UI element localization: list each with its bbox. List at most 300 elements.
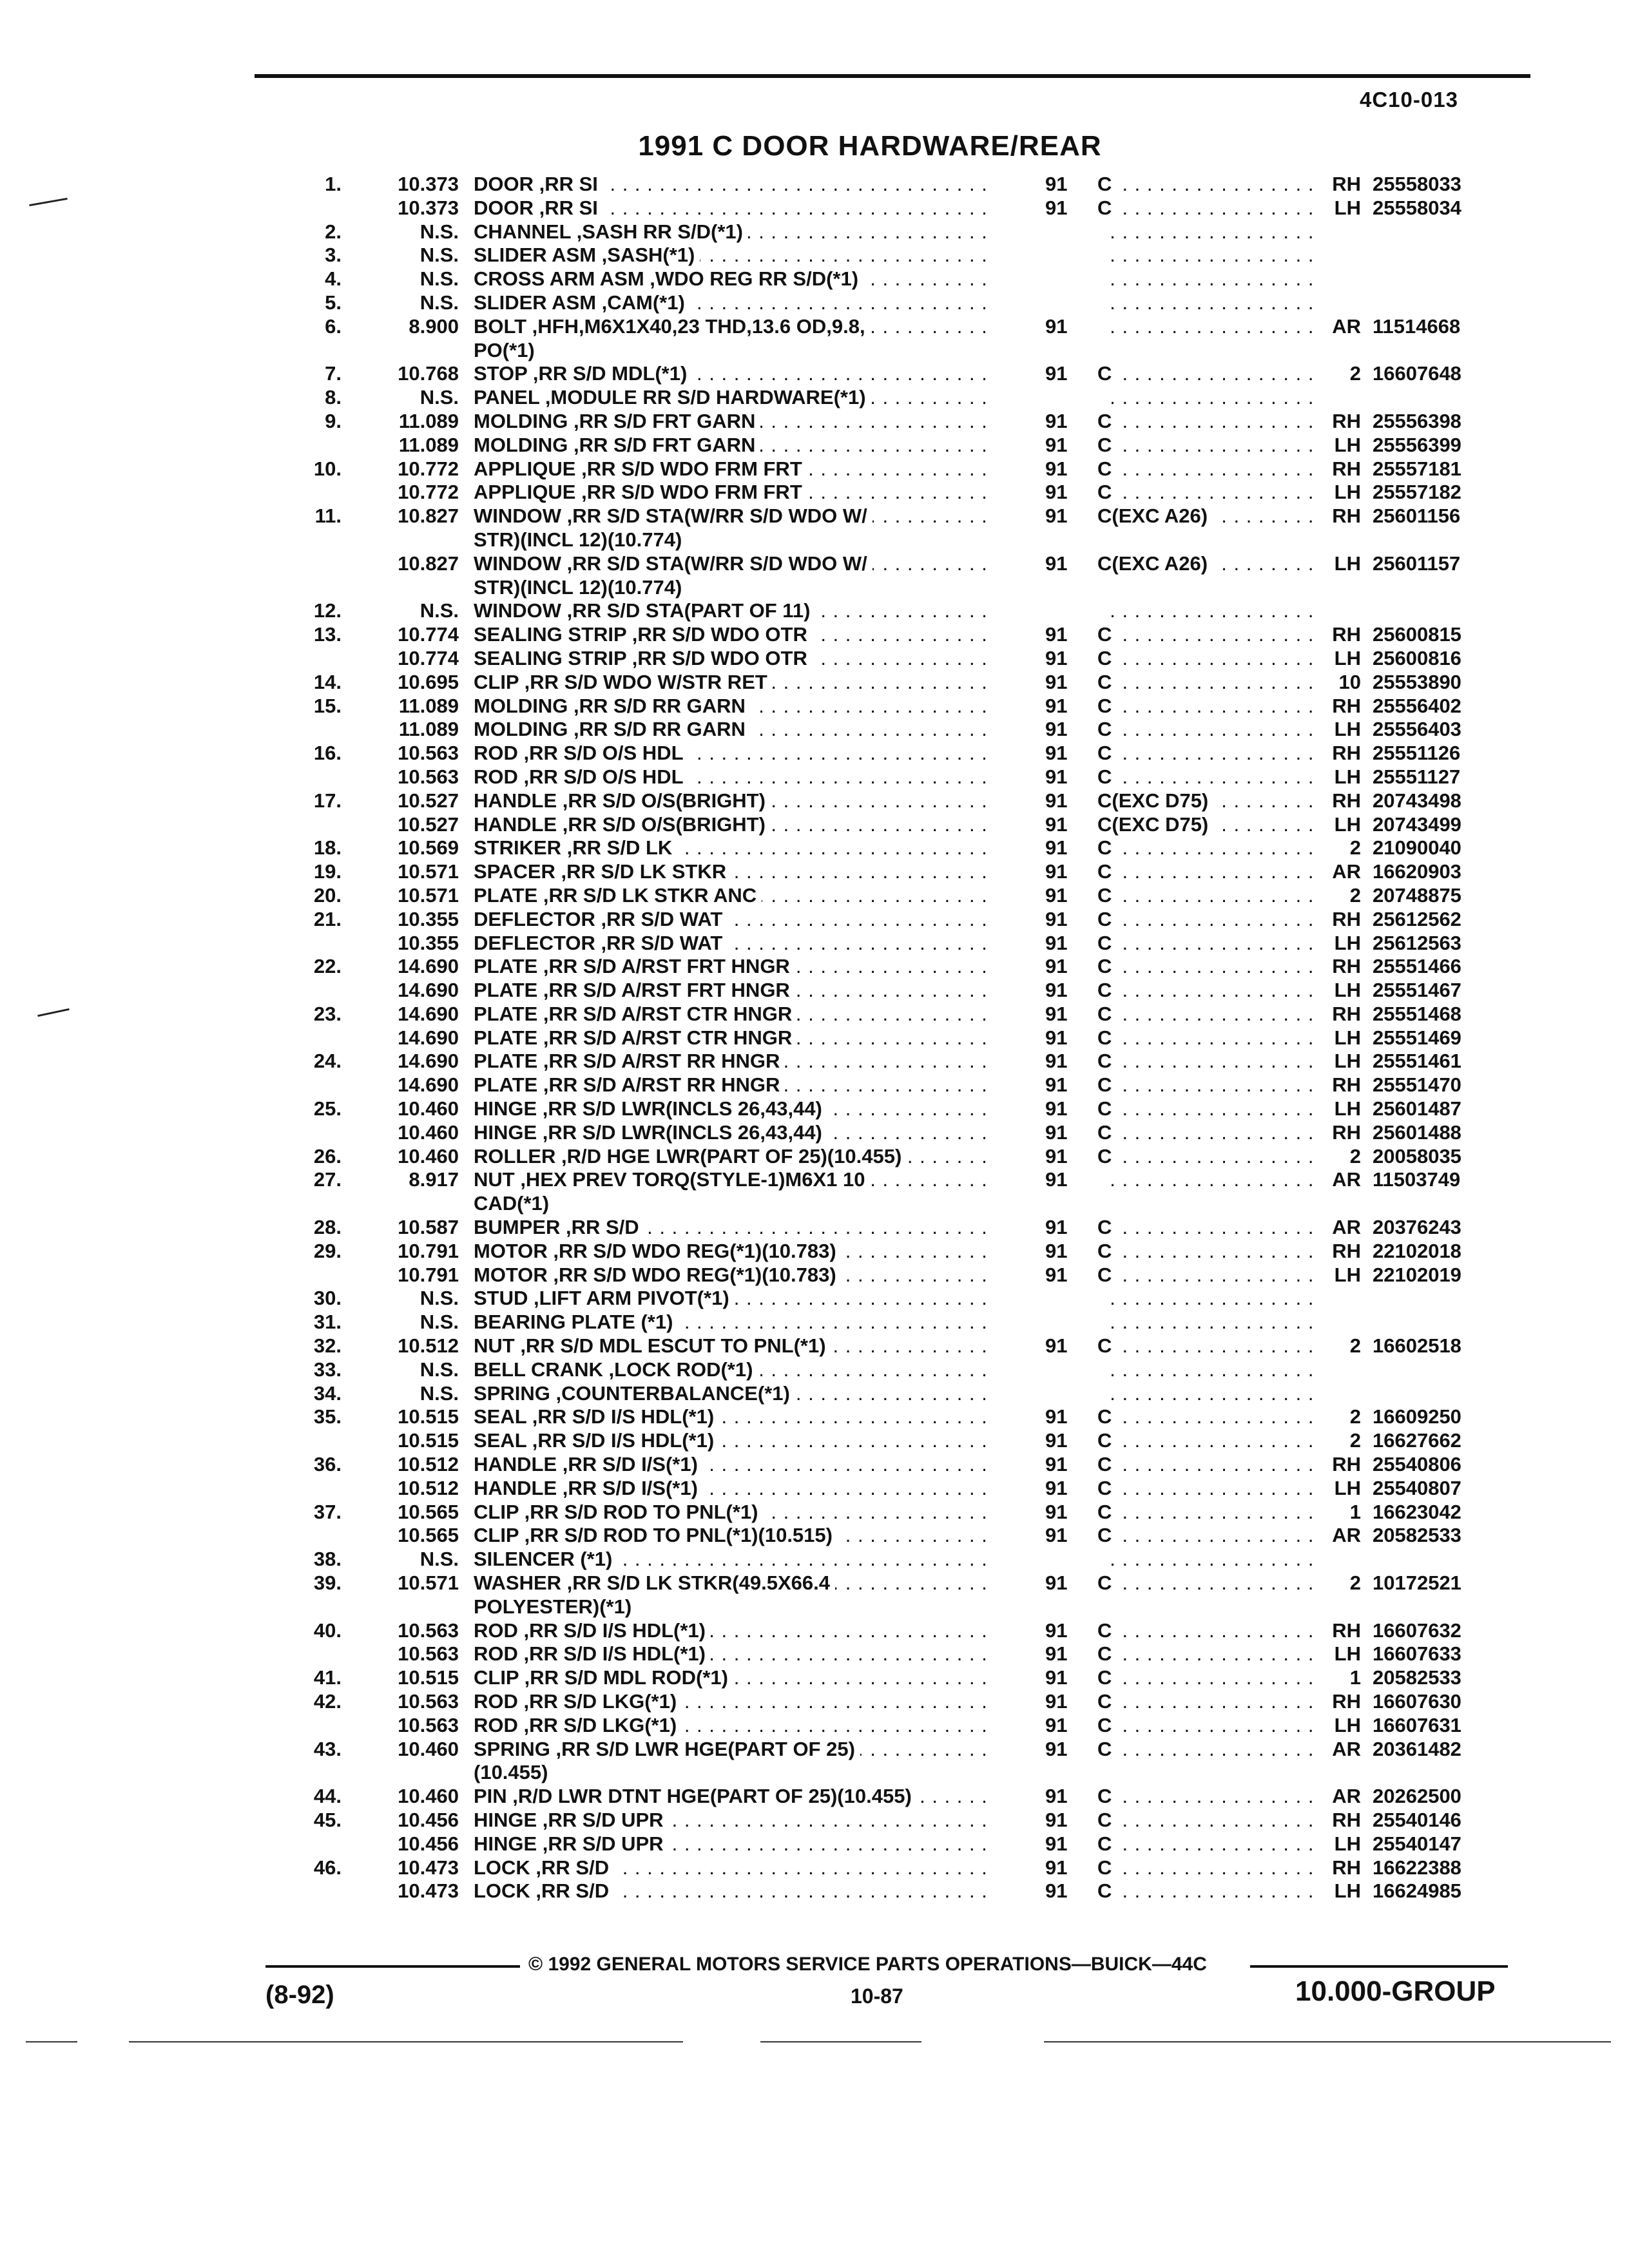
part-row bbox=[0, 742, 1629, 765]
part-series-code bbox=[1097, 1168, 1313, 1192]
part-ref-number: 22. bbox=[313, 955, 342, 978]
part-row bbox=[0, 244, 1629, 267]
part-number: 25601488 bbox=[1373, 1120, 1461, 1144]
part-description: HINGE ,RR S/D UPR . . . bbox=[474, 1809, 996, 1832]
part-number: 25600816 bbox=[1373, 646, 1461, 669]
part-year: 91 bbox=[1045, 836, 1068, 860]
part-row bbox=[0, 1026, 1629, 1050]
part-year: 91 bbox=[1045, 505, 1068, 528]
part-series-code bbox=[1097, 339, 1313, 363]
part-ref-number: 11. bbox=[314, 505, 342, 528]
part-description: SEAL ,RR S/D I/S HDL(*1) . . . bbox=[474, 1429, 996, 1453]
part-number: 25556403 bbox=[1373, 718, 1461, 741]
part-ref-number: 41. bbox=[313, 1666, 342, 1689]
part-group-code: N.S. bbox=[419, 386, 459, 409]
part-series-code bbox=[1097, 1548, 1313, 1571]
part-description: PO(*1) bbox=[474, 339, 996, 363]
part-description: NUT ,RR S/D MDL ESCUT TO PNL(*1) . . . bbox=[474, 1334, 996, 1358]
part-row-continuation bbox=[0, 1595, 1629, 1619]
part-year: 91 bbox=[1045, 955, 1068, 978]
scan-line bbox=[1044, 2041, 1611, 2042]
part-year: 91 bbox=[1045, 742, 1068, 765]
part-year: 91 bbox=[1045, 1168, 1068, 1191]
part-series-code: C . . . bbox=[1097, 1714, 1313, 1738]
part-group-code: 10.791 bbox=[398, 1239, 459, 1262]
part-group-code: 10.772 bbox=[398, 457, 459, 480]
part-number: 20376243 bbox=[1373, 1216, 1461, 1239]
part-description: HINGE ,RR S/D LWR(INCLS 26,43,44) . . . bbox=[474, 1121, 996, 1145]
part-row bbox=[0, 1642, 1629, 1666]
part-group-code: 10.587 bbox=[398, 1216, 459, 1239]
part-row bbox=[0, 1571, 1629, 1595]
part-row bbox=[0, 1358, 1629, 1382]
part-year: 91 bbox=[1045, 1571, 1068, 1595]
part-year: 91 bbox=[1045, 1619, 1068, 1642]
part-series-code: C . . . bbox=[1097, 1879, 1313, 1903]
part-quantity: 2 bbox=[1349, 1144, 1361, 1168]
part-series-code: C . . . bbox=[1097, 1571, 1313, 1595]
part-series-code bbox=[1097, 528, 1313, 552]
part-year: 91 bbox=[1045, 1453, 1068, 1476]
part-ref-number: 12. bbox=[313, 599, 342, 622]
part-series-code: C . . . bbox=[1097, 647, 1313, 671]
part-group-code: 10.460 bbox=[398, 1097, 459, 1120]
part-group-code: 10.563 bbox=[398, 1619, 459, 1642]
part-group-code: 10.355 bbox=[398, 907, 459, 930]
part-series-code bbox=[1097, 315, 1313, 339]
part-series-code: C . . . bbox=[1097, 1690, 1313, 1714]
part-number: 16623042 bbox=[1373, 1500, 1461, 1523]
parts-list bbox=[0, 173, 1629, 1903]
part-number: 16607633 bbox=[1373, 1642, 1461, 1666]
part-description: CLIP ,RR S/D ROD TO PNL(*1) . . . bbox=[474, 1501, 996, 1524]
part-quantity: 10 bbox=[1338, 670, 1361, 693]
part-description: SILENCER (*1) . . . bbox=[474, 1548, 996, 1571]
part-quantity: LH bbox=[1334, 433, 1361, 456]
part-year: 91 bbox=[1045, 789, 1068, 812]
part-ref-number: 21. bbox=[313, 907, 342, 930]
part-ref-number: 8. bbox=[325, 386, 342, 409]
part-number: 20743498 bbox=[1373, 789, 1461, 812]
part-description: ROD ,RR S/D O/S HDL . . . bbox=[474, 742, 996, 765]
part-description: SEALING STRIP ,RR S/D WDO OTR . . . bbox=[474, 647, 996, 671]
part-number: 25551467 bbox=[1373, 979, 1461, 1002]
part-series-code: C(EXC A26) . . . bbox=[1097, 552, 1313, 576]
part-ref-number: 7. bbox=[325, 362, 342, 385]
part-year: 91 bbox=[1045, 173, 1068, 195]
part-ref-number: 17. bbox=[313, 789, 342, 812]
part-group-code: 14.690 bbox=[398, 1073, 459, 1097]
part-ref-number: 36. bbox=[313, 1453, 342, 1476]
part-row bbox=[0, 1264, 1629, 1287]
part-quantity: LH bbox=[1334, 1642, 1361, 1666]
part-quantity: LH bbox=[1334, 196, 1361, 219]
part-row bbox=[0, 1287, 1629, 1311]
part-series-code: C . . . bbox=[1097, 1809, 1313, 1832]
part-number: 20748875 bbox=[1373, 883, 1461, 907]
part-quantity: RH bbox=[1332, 1856, 1361, 1879]
part-description: CAD(*1) bbox=[474, 1192, 996, 1216]
part-group-code: N.S. bbox=[419, 1287, 459, 1310]
part-description: DEFLECTOR ,RR S/D WAT . . . bbox=[474, 932, 996, 956]
part-description: HANDLE ,RR S/D I/S(*1) . . . bbox=[474, 1477, 996, 1501]
part-row bbox=[0, 505, 1629, 528]
part-group-code: 10.563 bbox=[398, 1642, 459, 1666]
part-series-code: C . . . bbox=[1097, 1073, 1313, 1097]
part-quantity: RH bbox=[1332, 1120, 1361, 1144]
part-year: 91 bbox=[1045, 1737, 1068, 1760]
part-row bbox=[0, 979, 1629, 1003]
part-series-code: C . . . bbox=[1097, 1666, 1313, 1690]
part-year: 91 bbox=[1045, 1785, 1068, 1808]
page-number: 10-87 bbox=[851, 1984, 903, 2008]
part-description: ROLLER ,R/D HGE LWR(PART OF 25)(10.455) . . . bbox=[474, 1145, 996, 1169]
part-row bbox=[0, 1690, 1629, 1714]
part-series-code: C . . . bbox=[1097, 671, 1313, 695]
part-number: 16609250 bbox=[1373, 1405, 1461, 1428]
date-code: (8-92) bbox=[265, 1981, 334, 2009]
part-year: 91 bbox=[1045, 1666, 1068, 1689]
part-description: PIN ,R/D LWR DTNT HGE(PART OF 25)(10.455) . . . bbox=[474, 1785, 996, 1809]
part-group-code: 10.355 bbox=[398, 931, 459, 954]
part-description: ROD ,RR S/D O/S HDL . . . bbox=[474, 765, 996, 789]
part-description: ROD ,RR S/D I/S HDL(*1) . . . bbox=[474, 1619, 996, 1643]
part-number: 25551468 bbox=[1373, 1002, 1461, 1025]
part-series-code: C . . . bbox=[1097, 1050, 1313, 1073]
scan-line bbox=[760, 2041, 921, 2042]
part-quantity: 2 bbox=[1349, 1334, 1361, 1358]
part-year: 91 bbox=[1045, 670, 1068, 693]
footer-rule-right bbox=[1250, 1965, 1508, 1968]
part-description: CLIP ,RR S/D ROD TO PNL(*1)(10.515) . . . bbox=[474, 1524, 996, 1548]
part-quantity: 2 bbox=[1349, 836, 1361, 860]
part-quantity: RH bbox=[1332, 1808, 1361, 1831]
part-year: 91 bbox=[1045, 1050, 1068, 1073]
part-ref-number: 18. bbox=[313, 836, 342, 860]
part-year: 91 bbox=[1045, 1097, 1068, 1120]
part-row bbox=[0, 813, 1629, 837]
part-number: 25551126 bbox=[1373, 742, 1461, 765]
part-ref-number: 33. bbox=[313, 1358, 342, 1381]
part-series-code: C(EXC D75) . . . bbox=[1097, 813, 1313, 837]
part-quantity: LH bbox=[1334, 718, 1361, 741]
part-quantity: AR bbox=[1332, 314, 1361, 338]
part-group-code: N.S. bbox=[419, 291, 459, 314]
part-description: DOOR ,RR SI . . . bbox=[474, 197, 996, 220]
scan-line bbox=[129, 2041, 683, 2042]
part-description: MOTOR ,RR S/D WDO REG(*1)(10.783) . . . bbox=[474, 1264, 996, 1287]
part-ref-number: 27. bbox=[313, 1168, 342, 1191]
part-row bbox=[0, 552, 1629, 576]
part-quantity: RH bbox=[1332, 623, 1361, 646]
part-series-code: C . . . bbox=[1097, 1216, 1313, 1240]
part-year: 91 bbox=[1045, 196, 1068, 219]
part-description: WINDOW ,RR S/D STA(W/RR S/D WDO W/ . . . bbox=[474, 505, 996, 528]
part-row bbox=[0, 599, 1629, 623]
part-group-code: 11.089 bbox=[398, 409, 459, 432]
part-description: CLIP ,RR S/D WDO W/STR RET . . . bbox=[474, 671, 996, 695]
part-number: 20582533 bbox=[1373, 1524, 1461, 1547]
part-group-code: 14.690 bbox=[398, 955, 459, 978]
part-series-code: C . . . bbox=[1097, 1738, 1313, 1762]
part-row bbox=[0, 1121, 1629, 1145]
part-series-code: C . . . bbox=[1097, 884, 1313, 908]
group-label: 10.000-GROUP bbox=[1295, 1975, 1496, 2007]
part-series-code: C(EXC A26) . . . bbox=[1097, 505, 1313, 528]
part-group-code: 10.569 bbox=[398, 836, 459, 860]
part-description: BELL CRANK ,LOCK ROD(*1) . . . bbox=[474, 1358, 996, 1382]
part-row bbox=[0, 220, 1629, 244]
part-description: ROD ,RR S/D I/S HDL(*1) . . . bbox=[474, 1642, 996, 1666]
part-ref-number: 38. bbox=[313, 1548, 342, 1571]
part-number: 25612562 bbox=[1373, 907, 1461, 930]
part-group-code: N.S. bbox=[419, 244, 459, 267]
part-row-continuation bbox=[0, 528, 1629, 552]
part-group-code: 14.690 bbox=[398, 1050, 459, 1073]
part-description: SLIDER ASM ,SASH(*1) . . . bbox=[474, 244, 996, 267]
part-quantity: 2 bbox=[1349, 1405, 1361, 1428]
page-code: 4C10-013 bbox=[1360, 88, 1458, 111]
part-row bbox=[0, 362, 1629, 386]
part-number: 20262500 bbox=[1373, 1785, 1461, 1808]
part-quantity: 2 bbox=[1349, 883, 1361, 907]
part-ref-number: 26. bbox=[313, 1144, 342, 1168]
part-quantity: LH bbox=[1334, 1263, 1361, 1286]
part-row bbox=[0, 1785, 1629, 1809]
part-row bbox=[0, 1168, 1629, 1192]
part-quantity: RH bbox=[1332, 907, 1361, 930]
part-description: WASHER ,RR S/D LK STKR(49.5X66.4 . . . bbox=[474, 1571, 996, 1595]
part-year: 91 bbox=[1045, 1144, 1068, 1168]
part-year: 91 bbox=[1045, 1808, 1068, 1831]
part-row bbox=[0, 1429, 1629, 1453]
part-row bbox=[0, 267, 1629, 291]
part-year: 91 bbox=[1045, 1334, 1068, 1358]
part-row-continuation bbox=[0, 1761, 1629, 1785]
part-year: 91 bbox=[1045, 860, 1068, 883]
part-number: 11503749 bbox=[1373, 1168, 1461, 1191]
part-series-code: C . . . bbox=[1097, 979, 1313, 1003]
part-number: 25551470 bbox=[1373, 1073, 1461, 1097]
part-ref-number: 40. bbox=[313, 1619, 342, 1642]
part-group-code: N.S. bbox=[419, 1311, 459, 1334]
part-ref-number: 32. bbox=[313, 1334, 342, 1358]
part-series-code: C . . . bbox=[1097, 1856, 1313, 1880]
part-row bbox=[0, 860, 1629, 884]
part-year: 91 bbox=[1045, 694, 1068, 717]
part-row bbox=[0, 1050, 1629, 1073]
part-series-code: C . . . bbox=[1097, 1785, 1313, 1809]
part-year: 91 bbox=[1045, 1026, 1068, 1049]
part-row bbox=[0, 291, 1629, 315]
part-series-code: C . . . bbox=[1097, 1121, 1313, 1145]
part-ref-number: 28. bbox=[313, 1216, 342, 1239]
part-series-code: C . . . bbox=[1097, 1642, 1313, 1666]
part-number: 25551461 bbox=[1373, 1050, 1461, 1073]
part-number: 25540807 bbox=[1373, 1476, 1461, 1499]
part-group-code: 14.690 bbox=[398, 1002, 459, 1025]
part-description: CROSS ARM ASM ,WDO REG RR S/D(*1) . . . bbox=[474, 267, 996, 291]
part-number: 16627662 bbox=[1373, 1429, 1461, 1452]
part-group-code: 10.473 bbox=[398, 1856, 459, 1879]
part-group-code: 14.690 bbox=[398, 979, 459, 1002]
part-series-code: C . . . bbox=[1097, 1003, 1313, 1026]
part-group-code: 10.460 bbox=[398, 1144, 459, 1168]
part-series-code: C . . . bbox=[1097, 173, 1313, 197]
part-ref-number: 5. bbox=[325, 291, 342, 314]
part-quantity: RH bbox=[1332, 1619, 1361, 1642]
part-ref-number: 46. bbox=[313, 1856, 342, 1879]
part-description: SEAL ,RR S/D I/S HDL(*1) . . . bbox=[474, 1405, 996, 1429]
part-group-code: 10.791 bbox=[398, 1263, 459, 1286]
scan-line bbox=[26, 2041, 77, 2042]
part-row bbox=[0, 1524, 1629, 1548]
part-group-code: 10.512 bbox=[398, 1476, 459, 1499]
part-number: 25558033 bbox=[1373, 173, 1461, 195]
part-series-code: C . . . bbox=[1097, 481, 1313, 505]
part-description: ROD ,RR S/D LKG(*1) . . . bbox=[474, 1714, 996, 1738]
part-number: 16602518 bbox=[1373, 1334, 1461, 1358]
part-number: 22102019 bbox=[1373, 1263, 1461, 1286]
part-row bbox=[0, 718, 1629, 742]
part-description: PLATE ,RR S/D LK STKR ANC . . . bbox=[474, 884, 996, 908]
part-row bbox=[0, 1453, 1629, 1477]
part-description: CLIP ,RR S/D MDL ROD(*1) . . . bbox=[474, 1666, 996, 1690]
part-number: 11514668 bbox=[1373, 314, 1461, 338]
part-number: 16622388 bbox=[1373, 1856, 1461, 1879]
part-year: 91 bbox=[1045, 907, 1068, 930]
part-description: APPLIQUE ,RR S/D WDO FRM FRT . . . bbox=[474, 457, 996, 481]
part-year: 91 bbox=[1045, 812, 1068, 836]
part-description: MOLDING ,RR S/D FRT GARN . . . bbox=[474, 434, 996, 457]
part-quantity: AR bbox=[1332, 1216, 1361, 1239]
part-description: STOP ,RR S/D MDL(*1) . . . bbox=[474, 362, 996, 386]
part-ref-number: 9. bbox=[325, 409, 342, 432]
part-group-code: 10.515 bbox=[398, 1666, 459, 1689]
part-year: 91 bbox=[1045, 1500, 1068, 1523]
part-description: HANDLE ,RR S/D I/S(*1) . . . bbox=[474, 1453, 996, 1477]
part-group-code: 10.571 bbox=[398, 1571, 459, 1595]
part-group-code: 10.515 bbox=[398, 1405, 459, 1428]
part-row bbox=[0, 695, 1629, 718]
part-description: SEALING STRIP ,RR S/D WDO OTR . . . bbox=[474, 623, 996, 647]
part-row bbox=[0, 197, 1629, 220]
part-ref-number: 23. bbox=[313, 1002, 342, 1025]
part-group-code: 10.373 bbox=[398, 173, 459, 195]
part-quantity: 2 bbox=[1349, 1429, 1361, 1452]
part-year: 91 bbox=[1045, 1832, 1068, 1855]
part-number: 16607631 bbox=[1373, 1713, 1461, 1736]
part-series-code: C . . . bbox=[1097, 1477, 1313, 1501]
part-description: STUD ,LIFT ARM PIVOT(*1) . . . bbox=[474, 1287, 996, 1311]
part-year: 91 bbox=[1045, 1856, 1068, 1879]
part-series-code bbox=[1097, 291, 1313, 315]
part-ref-number: 6. bbox=[325, 314, 342, 338]
part-quantity: LH bbox=[1334, 931, 1361, 954]
part-ref-number: 24. bbox=[313, 1050, 342, 1073]
part-year: 91 bbox=[1045, 1073, 1068, 1097]
part-row bbox=[0, 1856, 1629, 1880]
part-ref-number: 1. bbox=[325, 173, 342, 195]
part-series-code: C . . . bbox=[1097, 1026, 1313, 1050]
part-group-code: 10.768 bbox=[398, 362, 459, 385]
part-row bbox=[0, 1097, 1629, 1121]
part-ref-number: 10. bbox=[313, 457, 342, 480]
part-series-code: C . . . bbox=[1097, 1264, 1313, 1287]
part-year: 91 bbox=[1045, 1263, 1068, 1286]
part-description: STR)(INCL 12)(10.774) bbox=[474, 528, 996, 552]
part-series-code bbox=[1097, 1761, 1313, 1785]
part-group-code: 11.089 bbox=[398, 718, 459, 741]
part-series-code: C . . . bbox=[1097, 1524, 1313, 1548]
part-year: 91 bbox=[1045, 1216, 1068, 1239]
part-quantity: AR bbox=[1332, 1168, 1361, 1191]
part-ref-number: 39. bbox=[313, 1571, 342, 1595]
part-number: 25551127 bbox=[1373, 765, 1461, 788]
part-row bbox=[0, 434, 1629, 457]
part-number: 25557181 bbox=[1373, 457, 1461, 480]
part-row-continuation bbox=[0, 339, 1629, 363]
part-ref-number: 4. bbox=[325, 267, 342, 291]
part-row bbox=[0, 1832, 1629, 1856]
part-quantity: RH bbox=[1332, 694, 1361, 717]
part-group-code: 10.774 bbox=[398, 646, 459, 669]
part-number: 22102018 bbox=[1373, 1239, 1461, 1262]
part-group-code: 10.456 bbox=[398, 1832, 459, 1855]
part-group-code: 10.565 bbox=[398, 1524, 459, 1547]
part-description: ROD ,RR S/D LKG(*1) . . . bbox=[474, 1690, 996, 1714]
part-description: POLYESTER)(*1) bbox=[474, 1595, 996, 1619]
part-row bbox=[0, 1003, 1629, 1026]
part-year: 91 bbox=[1045, 1476, 1068, 1499]
part-group-code: 10.512 bbox=[398, 1453, 459, 1476]
part-quantity: RH bbox=[1332, 1690, 1361, 1713]
part-description: LOCK ,RR S/D . . . bbox=[474, 1856, 996, 1880]
part-description: STRIKER ,RR S/D LK . . . bbox=[474, 836, 996, 860]
part-row bbox=[0, 623, 1629, 647]
part-group-code: 10.373 bbox=[398, 196, 459, 219]
part-row bbox=[0, 671, 1629, 695]
part-number: 20058035 bbox=[1373, 1144, 1461, 1168]
part-number: 20361482 bbox=[1373, 1737, 1461, 1760]
part-series-code: C . . . bbox=[1097, 1619, 1313, 1643]
part-group-code: 10.460 bbox=[398, 1737, 459, 1760]
top-rule bbox=[255, 74, 1530, 78]
part-year: 91 bbox=[1045, 646, 1068, 669]
part-description: MOLDING ,RR S/D RR GARN . . . bbox=[474, 718, 996, 742]
part-row bbox=[0, 765, 1629, 789]
part-number: 25601156 bbox=[1373, 505, 1461, 528]
part-description: PLATE ,RR S/D A/RST RR HNGR . . . bbox=[474, 1073, 996, 1097]
part-group-code: 10.571 bbox=[398, 860, 459, 883]
part-row bbox=[0, 315, 1629, 339]
part-quantity: AR bbox=[1332, 1737, 1361, 1760]
part-quantity: RH bbox=[1332, 505, 1361, 528]
part-year: 91 bbox=[1045, 1120, 1068, 1144]
part-quantity: RH bbox=[1332, 955, 1361, 978]
part-series-code bbox=[1097, 244, 1313, 267]
part-series-code: C . . . bbox=[1097, 197, 1313, 220]
part-row bbox=[0, 457, 1629, 481]
part-group-code: 10.563 bbox=[398, 765, 459, 788]
part-quantity: LH bbox=[1334, 812, 1361, 836]
part-ref-number: 13. bbox=[313, 623, 342, 646]
footer-rule-left bbox=[265, 1965, 520, 1968]
part-quantity: LH bbox=[1334, 1713, 1361, 1736]
part-ref-number: 43. bbox=[313, 1737, 342, 1760]
part-description: PLATE ,RR S/D A/RST CTR HNGR . . . bbox=[474, 1026, 996, 1050]
part-group-code: 8.900 bbox=[409, 314, 459, 338]
